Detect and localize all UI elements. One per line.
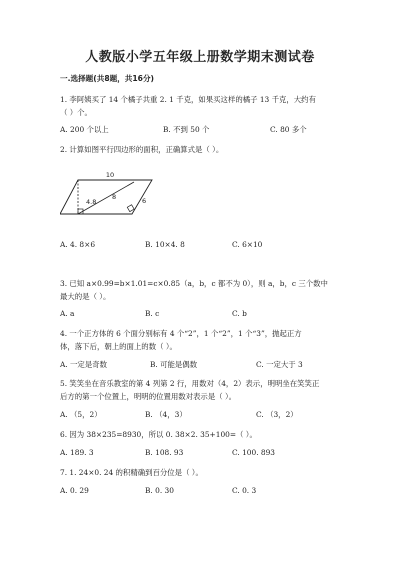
- question-2-option-a: A. 4. 8×6: [60, 240, 96, 249]
- question-5-option-c: C. （3，2）: [256, 410, 298, 419]
- question-1-line-1: 1. 李阿姨买了 14 个橘子共重 2. 1 千克，如果买这样的橘子 13 千克，大约有: [60, 95, 316, 104]
- question-2-option-c: C. 6×10: [232, 240, 263, 249]
- right-angle-marker-2: [127, 205, 134, 212]
- question-5-option-b: B. （4，3）: [145, 410, 187, 419]
- question-2-option-b: B. 10×4. 8: [145, 240, 185, 249]
- question-4-option-a: A. 一定是奇数: [60, 360, 107, 369]
- question-4-option-b: B. 可能是偶数: [150, 360, 198, 369]
- question-7-option-b: B. 0. 30: [145, 486, 174, 495]
- question-5-option-a: A. （5，2）: [60, 410, 102, 419]
- question-3-line-2: 最大的是（ ）。: [60, 292, 111, 301]
- question-1-line-2: （ ）个。: [60, 108, 92, 117]
- question-2-line-1: 2. 计算如图平行四边形的面积，正确算式是（ ）。: [60, 145, 224, 154]
- figure-height-label: 4.8: [86, 198, 97, 206]
- figure-top-label: 10: [105, 171, 115, 179]
- question-5-line-1: 5. 笑笑坐在音乐教室的第 4 列第 2 行，用数对（4，2）表示，明明坐在笑笑正: [60, 379, 320, 388]
- parallelogram-figure: [60, 168, 170, 226]
- parallelogram-shape: [60, 180, 152, 214]
- question-7-option-c: C. 0. 3: [232, 486, 257, 495]
- question-6-option-a: A. 189. 3: [60, 448, 94, 457]
- question-7-option-a: A. 0. 29: [60, 486, 89, 495]
- question-4-line-1: 4. 一个正方体的 6 个面分别标有 4 个“2”，1 个“2”，1 个“3”，抛起正方: [60, 329, 302, 338]
- page-title: 人教版小学五年级上册数学期末测试卷: [85, 50, 315, 65]
- question-1-option-c: C. 80 多个: [270, 125, 307, 134]
- question-3-option-c: C. b: [232, 309, 247, 318]
- question-6-option-c: C. 100. 893: [232, 448, 276, 457]
- question-3-option-b: B. c: [145, 309, 160, 318]
- figure-side-label: 6: [142, 197, 147, 205]
- question-1-option-a: A. 200 个以上: [60, 125, 109, 134]
- question-4-line-2: 体，落下后，朝上的面上的数（ ）。: [60, 342, 177, 351]
- question-1-option-b: B. 不到 50 个: [163, 125, 210, 134]
- question-6-option-b: B. 108. 93: [145, 448, 184, 457]
- question-6-line-1: 6. 因为 38×235=8930，所以 0. 38×2. 35+100=（ ）。: [60, 430, 257, 439]
- question-5-line-2: 后方的第一个位置上，明明的位置用数对表示是（ ）。: [60, 392, 237, 401]
- question-3-line-1: 3. 已知 a×0.99=b×1.01=c×0.85（a，b，c 都不为 0），则 a，b，c 三个数中: [60, 279, 328, 288]
- question-3-option-a: A. a: [60, 309, 75, 318]
- question-7-line-1: 7. 1. 24×0. 24 的积精确到百分位是（ ）。: [60, 468, 203, 477]
- section-heading: 一.选择题(共8题，共16分): [60, 74, 155, 83]
- question-4-option-c: C. 一定大于 3: [256, 360, 303, 369]
- figure-middle-label: 8: [112, 193, 117, 201]
